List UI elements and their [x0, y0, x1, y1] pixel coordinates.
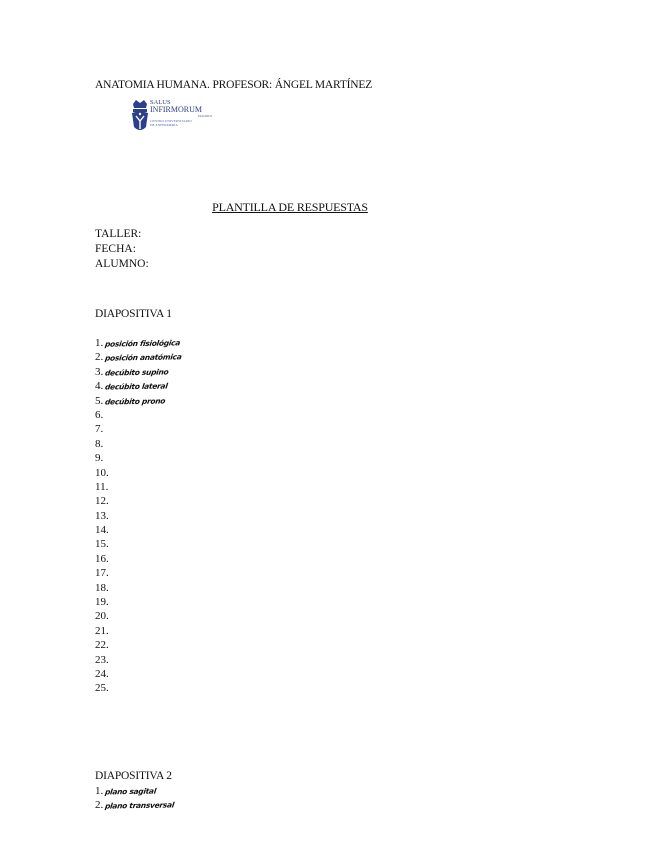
list-item: [95, 350, 182, 364]
item-number: 17.: [95, 567, 109, 580]
handwritten-answer: decúbito supino: [104, 367, 170, 378]
list-item: [95, 537, 182, 551]
list-item: [95, 466, 182, 480]
item-number: 4.: [95, 380, 104, 393]
item-number: 12.: [95, 495, 109, 508]
list-item: [95, 624, 182, 638]
item-number: 23.: [95, 653, 109, 666]
alumno-label: ALUMNO:: [95, 258, 149, 270]
list-item: [95, 784, 174, 798]
section-2-heading: DIAPOSITIVA 2: [95, 770, 172, 782]
page-title: PLANTILLA DE RESPUESTAS: [212, 200, 368, 214]
list-item: [95, 437, 182, 451]
list-item: [95, 595, 182, 609]
item-number: 2.: [95, 799, 104, 812]
item-number: 10.: [95, 466, 109, 479]
item-number: 7.: [95, 423, 104, 436]
item-number: 8.: [95, 437, 104, 450]
logo-line-2: INFIRMORUM: [150, 105, 203, 114]
list-item: [95, 581, 182, 595]
item-number: 20.: [95, 610, 109, 623]
list-item: [95, 523, 182, 537]
item-number: 1.: [95, 785, 104, 797]
list-item: [95, 509, 182, 523]
list-item: [95, 451, 182, 465]
handwritten-answer: posición fisiológica: [104, 338, 181, 349]
logo-wordmark: [150, 99, 212, 128]
item-number: 25.: [95, 682, 109, 695]
list-item: [95, 408, 182, 422]
item-number: 9.: [95, 452, 104, 465]
item-number: 2.: [95, 351, 104, 364]
item-number: 21.: [95, 624, 109, 637]
item-number: 14.: [95, 524, 109, 537]
list-item: [95, 653, 182, 667]
section-1-heading: DIAPOSITIVA 1: [95, 308, 172, 320]
item-number: 15.: [95, 538, 109, 551]
item-number: 11.: [95, 480, 109, 493]
item-number: 24.: [95, 667, 109, 680]
list-item: [95, 667, 182, 681]
document-header: ANATOMIA HUMANA. PROFESOR: ÁNGEL MARTÍNEZ: [95, 79, 373, 91]
handwritten-answer: plano sagital: [104, 786, 157, 797]
list-item: [95, 681, 182, 695]
section-1-list: [95, 336, 182, 696]
handwritten-answer: decúbito lateral: [104, 381, 169, 392]
item-number: 13.: [95, 509, 109, 522]
list-item: [95, 422, 182, 436]
handwritten-answer: plano transversal: [104, 800, 175, 811]
list-item: [95, 336, 182, 350]
fecha-label: FECHA:: [95, 243, 136, 255]
list-item: [95, 480, 182, 494]
handwritten-answer: decúbito prono: [104, 396, 167, 407]
list-item: [95, 638, 182, 652]
item-number: 3.: [95, 365, 104, 378]
taller-label: TALLER:: [95, 228, 142, 240]
list-item: [95, 566, 182, 580]
list-item: [95, 552, 182, 566]
section-2-list: [95, 784, 174, 813]
item-number: 18.: [95, 581, 109, 594]
item-number: 5.: [95, 394, 104, 407]
list-item: [95, 394, 182, 408]
item-number: 16.: [95, 552, 109, 565]
institution-logo: [130, 97, 220, 137]
item-number: 1.: [95, 337, 104, 349]
form-fields: [95, 227, 149, 272]
logo-line-1: SALUS: [150, 99, 171, 106]
list-item: [95, 379, 182, 393]
list-item: [95, 365, 182, 379]
handwritten-answer: posición anatómica: [104, 352, 183, 364]
list-item: [95, 609, 182, 623]
crown-emblem-icon: [130, 99, 150, 135]
list-item: [95, 494, 182, 508]
item-number: 22.: [95, 639, 109, 652]
item-number: 6.: [95, 408, 104, 421]
item-number: 19.: [95, 596, 109, 609]
list-item: [95, 798, 174, 812]
logo-line-3: MADRID: [197, 114, 212, 118]
logo-line-4: CENTRO UNIVERSITARIO: [150, 118, 192, 123]
logo-line-5: DE ENFERMERÍA: [150, 123, 178, 127]
